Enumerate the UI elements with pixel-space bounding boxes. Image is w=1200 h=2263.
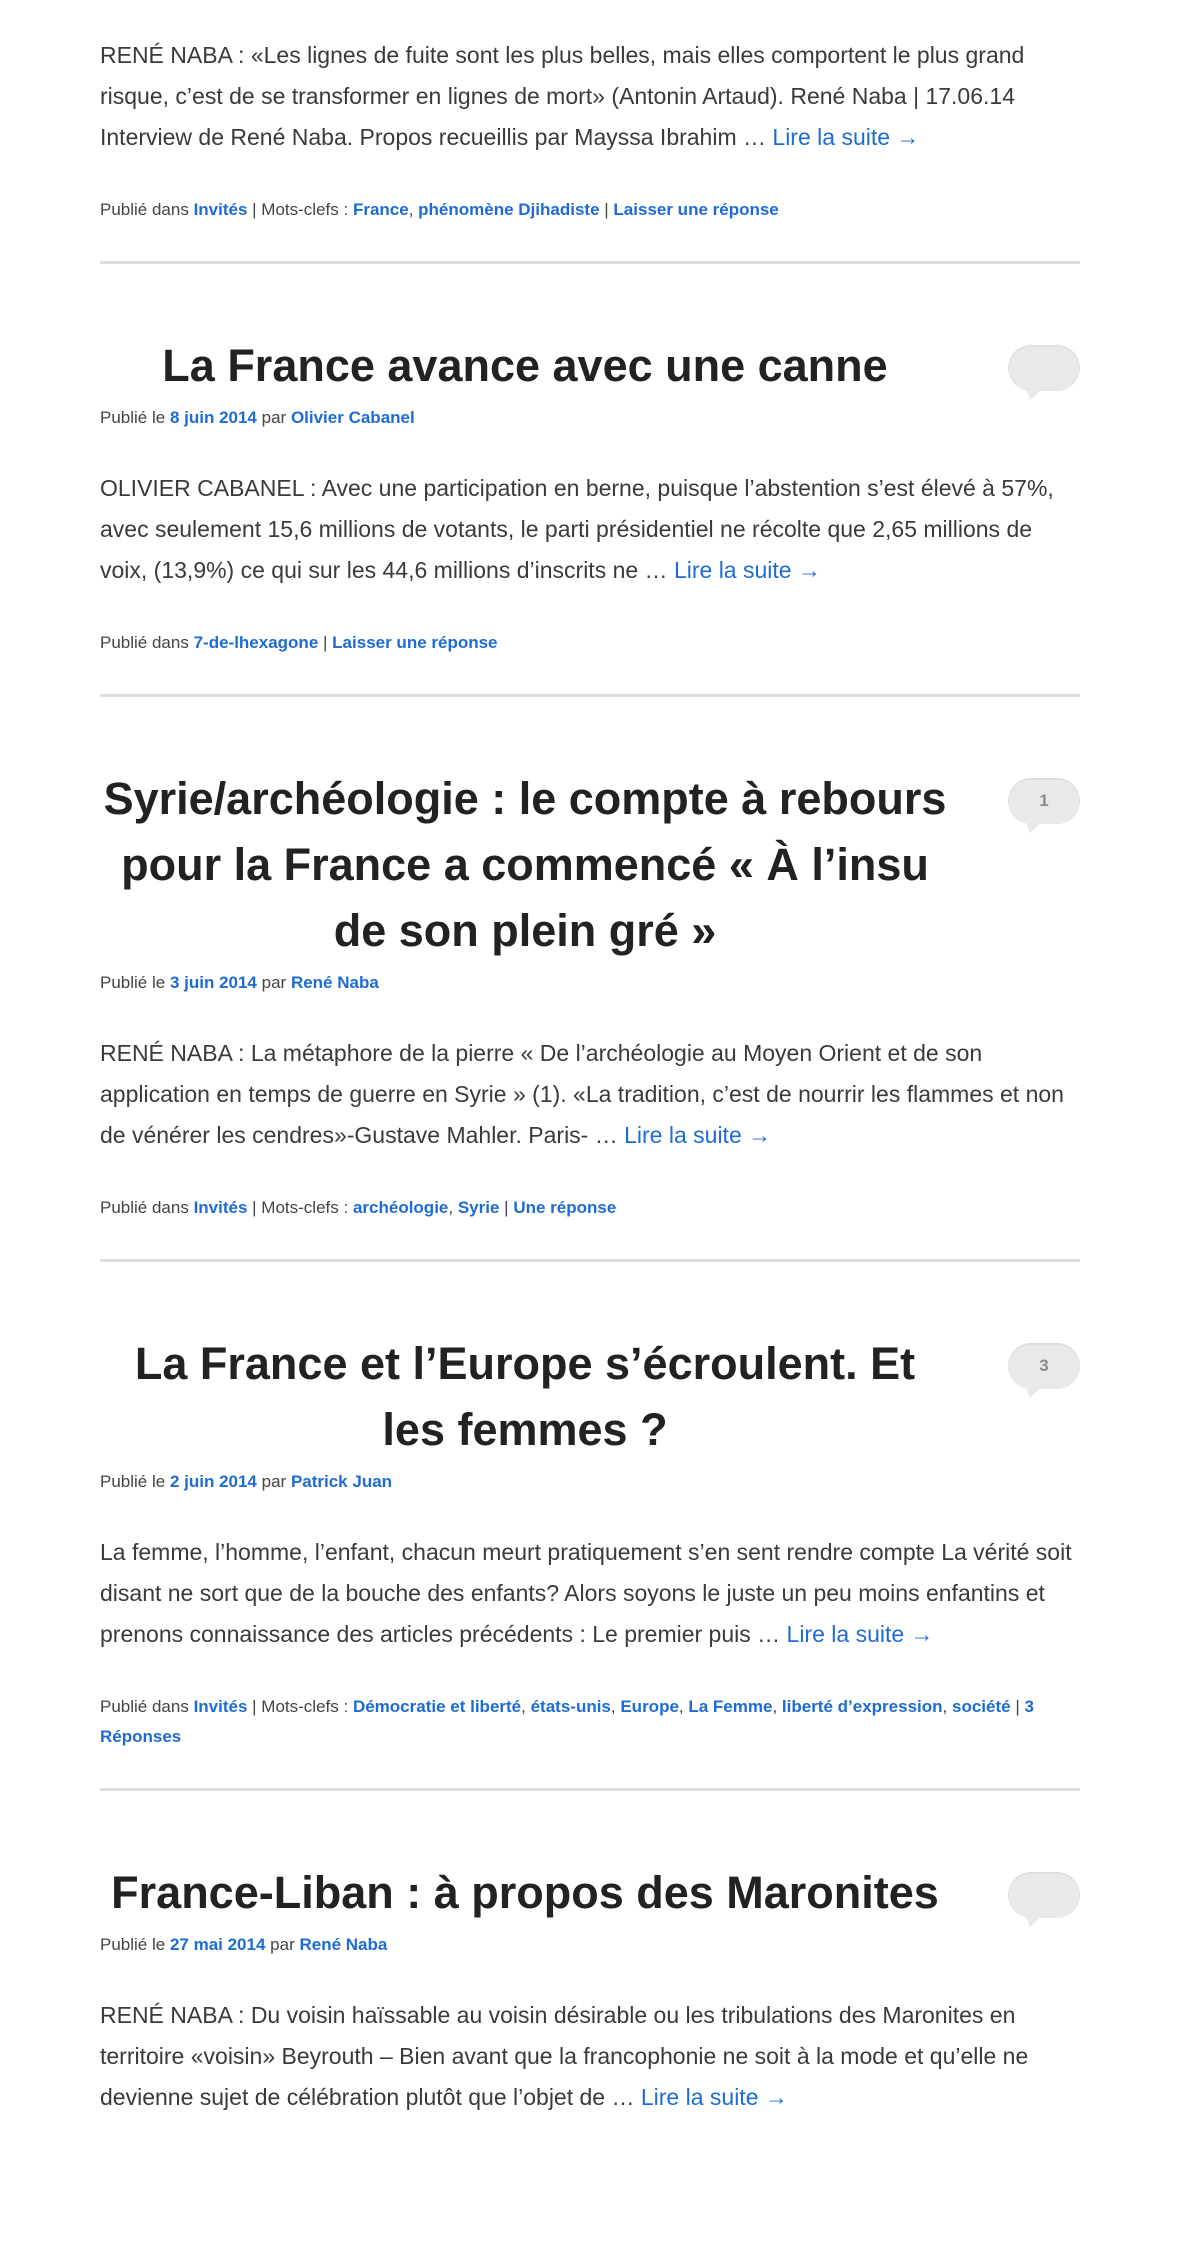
entry-summary — [100, 1532, 1080, 1655]
article-item — [100, 1788, 1080, 2154]
article-item — [100, 1259, 1080, 1788]
read-more-link[interactable]: Lire la suite → — [786, 1621, 934, 1647]
date-prefix: Publié le — [100, 408, 166, 427]
read-more-link[interactable]: Lire la suite → — [673, 557, 821, 583]
entry-byline — [100, 1934, 1080, 1956]
read-more-link[interactable]: Lire la suite → — [772, 124, 920, 150]
reply-link[interactable]: Laisser une réponse — [613, 200, 779, 219]
tag-separator: , — [678, 1697, 689, 1716]
entry-meta — [100, 1692, 1080, 1752]
meta-separator: | — [323, 633, 328, 652]
posted-in-label: Publié dans — [100, 1697, 189, 1716]
article-item — [100, 0, 1080, 261]
post-title[interactable] — [100, 766, 950, 964]
tag-separator: , — [521, 1697, 531, 1716]
article-item — [100, 694, 1080, 1259]
entry-summary — [100, 468, 1080, 591]
tag-separator: , — [942, 1697, 952, 1716]
article-item — [100, 261, 1080, 694]
posted-in-label: Publié dans — [100, 1198, 189, 1217]
entry-summary — [100, 1033, 1080, 1156]
author-link[interactable]: René Naba — [290, 973, 379, 992]
tag-link[interactable]: Europe — [620, 1697, 679, 1716]
tags-label: | Mots-clefs : — [252, 1198, 349, 1217]
entry-header — [100, 766, 1080, 964]
date-prefix: Publié le — [100, 973, 166, 992]
category-link[interactable]: 7-de-lhexagone — [193, 633, 319, 652]
post-date-link[interactable]: 3 juin 2014 — [169, 973, 257, 992]
tag-separator: , — [408, 200, 419, 219]
entry-header — [100, 333, 1080, 399]
post-title-link[interactable]: Syrie/archéologie : le compte à rebours pour la France a commencé « À l’insu de son plein gré » — [103, 773, 947, 956]
post-date-link[interactable]: 2 juin 2014 — [169, 1472, 257, 1491]
entry-byline — [100, 1471, 1080, 1493]
post-title[interactable] — [100, 1860, 950, 1926]
tag-link[interactable]: phénomène Djihadiste — [418, 200, 600, 219]
posted-in-label: Publié dans — [100, 200, 189, 219]
entry-meta — [100, 1193, 1080, 1223]
author-link[interactable]: Patrick Juan — [290, 1472, 393, 1491]
entry-summary — [100, 35, 1080, 158]
excerpt-text: La femme, l’homme, l’enfant, chacun meurt pratiquement s’en sent rendre compte La vérité soit disant ne sort que de la bouche des enfants? Alors soyons le juste un peu moins enfantins et prenons connaissance des articles précédents : Le premier puis … — [100, 1539, 1072, 1647]
by-label: par — [261, 408, 287, 427]
post-title[interactable] — [100, 333, 950, 399]
tags-label: | Mots-clefs : — [252, 1697, 349, 1716]
entry-byline — [100, 407, 1080, 429]
date-prefix: Publié le — [100, 1472, 166, 1491]
tag-separator: , — [448, 1198, 458, 1217]
posted-in-label: Publié dans — [100, 633, 189, 652]
read-more-link[interactable]: Lire la suite → — [640, 2084, 788, 2110]
post-date-link[interactable]: 8 juin 2014 — [169, 408, 257, 427]
comment-count: 3 — [1039, 1356, 1049, 1375]
post-title-link[interactable]: France-Liban : à propos des Maronites — [111, 1867, 939, 1918]
tag-link[interactable]: archéologie — [352, 1198, 449, 1217]
date-prefix: Publié le — [100, 1935, 166, 1954]
meta-separator: | — [504, 1198, 509, 1217]
reply-link[interactable]: Laisser une réponse — [332, 633, 498, 652]
category-link[interactable]: Invités — [193, 200, 248, 219]
tags-label: | Mots-clefs : — [252, 200, 349, 219]
tag-link[interactable]: états-unis — [530, 1697, 611, 1716]
comment-count: 1 — [1039, 791, 1049, 810]
author-link[interactable]: Olivier Cabanel — [290, 408, 415, 427]
tag-link[interactable]: Démocratie et liberté — [352, 1697, 522, 1716]
entry-header — [100, 1860, 1080, 1926]
tag-separator: , — [610, 1697, 621, 1716]
reply-link[interactable]: Une réponse — [513, 1198, 617, 1217]
tag-separator: , — [772, 1697, 782, 1716]
entry-byline — [100, 972, 1080, 994]
entry-summary — [100, 1995, 1080, 2118]
excerpt-text: RENÉ NABA : «Les lignes de fuite sont les plus belles, mais elles comportent le plus grand risque, c’est de se transformer en lignes de mort» (Antonin Artaud). René Naba | 17.06.14 Interview de René Naba. Propos recueillis par Mayssa Ibrahim … — [100, 42, 1025, 150]
meta-separator: | — [604, 200, 609, 219]
category-link[interactable]: Invités — [193, 1697, 248, 1716]
comments-bubble-icon[interactable] — [1008, 1872, 1080, 1918]
post-feed — [100, 0, 1080, 2154]
by-label: par — [261, 973, 287, 992]
meta-separator: | — [1015, 1697, 1020, 1716]
excerpt-text: OLIVIER CABANEL : Avec une participation en berne, puisque l’abstention s’est élevé à 57%, avec seulement 15,6 millions de votants, le parti présidentiel ne récolte que 2,65 millions de voix, (13,9%) ce qui sur les 44,6 millions d’inscrits ne … — [100, 475, 1054, 583]
post-title-link[interactable]: La France et l’Europe s’écroulent. Et les femmes ? — [134, 1338, 916, 1455]
post-title-link[interactable]: La France avance avec une canne — [162, 340, 888, 391]
comments-bubble-icon[interactable] — [1008, 1343, 1080, 1389]
by-label: par — [270, 1935, 295, 1954]
entry-meta — [100, 195, 1080, 225]
tag-link[interactable]: La Femme — [688, 1697, 773, 1716]
by-label: par — [261, 1472, 287, 1491]
author-link[interactable]: René Naba — [299, 1935, 388, 1954]
read-more-link[interactable]: Lire la suite → — [624, 1122, 772, 1148]
excerpt-text: RENÉ NABA : Du voisin haïssable au voisin désirable ou les tribulations des Maronites en territoire «voisin» Beyrouth – Bien avant que la francophonie ne soit à la mode et qu’elle ne devienne sujet de célébration plutôt que l’objet de … — [100, 2002, 1029, 2110]
comments-bubble-icon[interactable] — [1008, 778, 1080, 824]
tag-link[interactable]: société — [951, 1697, 1011, 1716]
tag-link[interactable]: liberté d’expression — [781, 1697, 943, 1716]
tag-link[interactable]: Syrie — [457, 1198, 500, 1217]
comments-bubble-icon[interactable] — [1008, 345, 1080, 391]
entry-meta — [100, 628, 1080, 658]
category-link[interactable]: Invités — [193, 1198, 248, 1217]
excerpt-text: RENÉ NABA : La métaphore de la pierre « De l’archéologie au Moyen Orient et de son application en temps de guerre en Syrie » (1). «La tradition, c’est de nourrir les flammes et non de vénérer les cendres»-Gustave Mahler. Paris- … — [100, 1040, 1064, 1148]
post-title[interactable] — [100, 1331, 950, 1463]
tag-link[interactable]: France — [352, 200, 409, 219]
entry-header — [100, 1331, 1080, 1463]
reply-link[interactable]: 3 Réponses — [100, 1697, 1034, 1746]
post-date-link[interactable]: 27 mai 2014 — [169, 1935, 266, 1954]
